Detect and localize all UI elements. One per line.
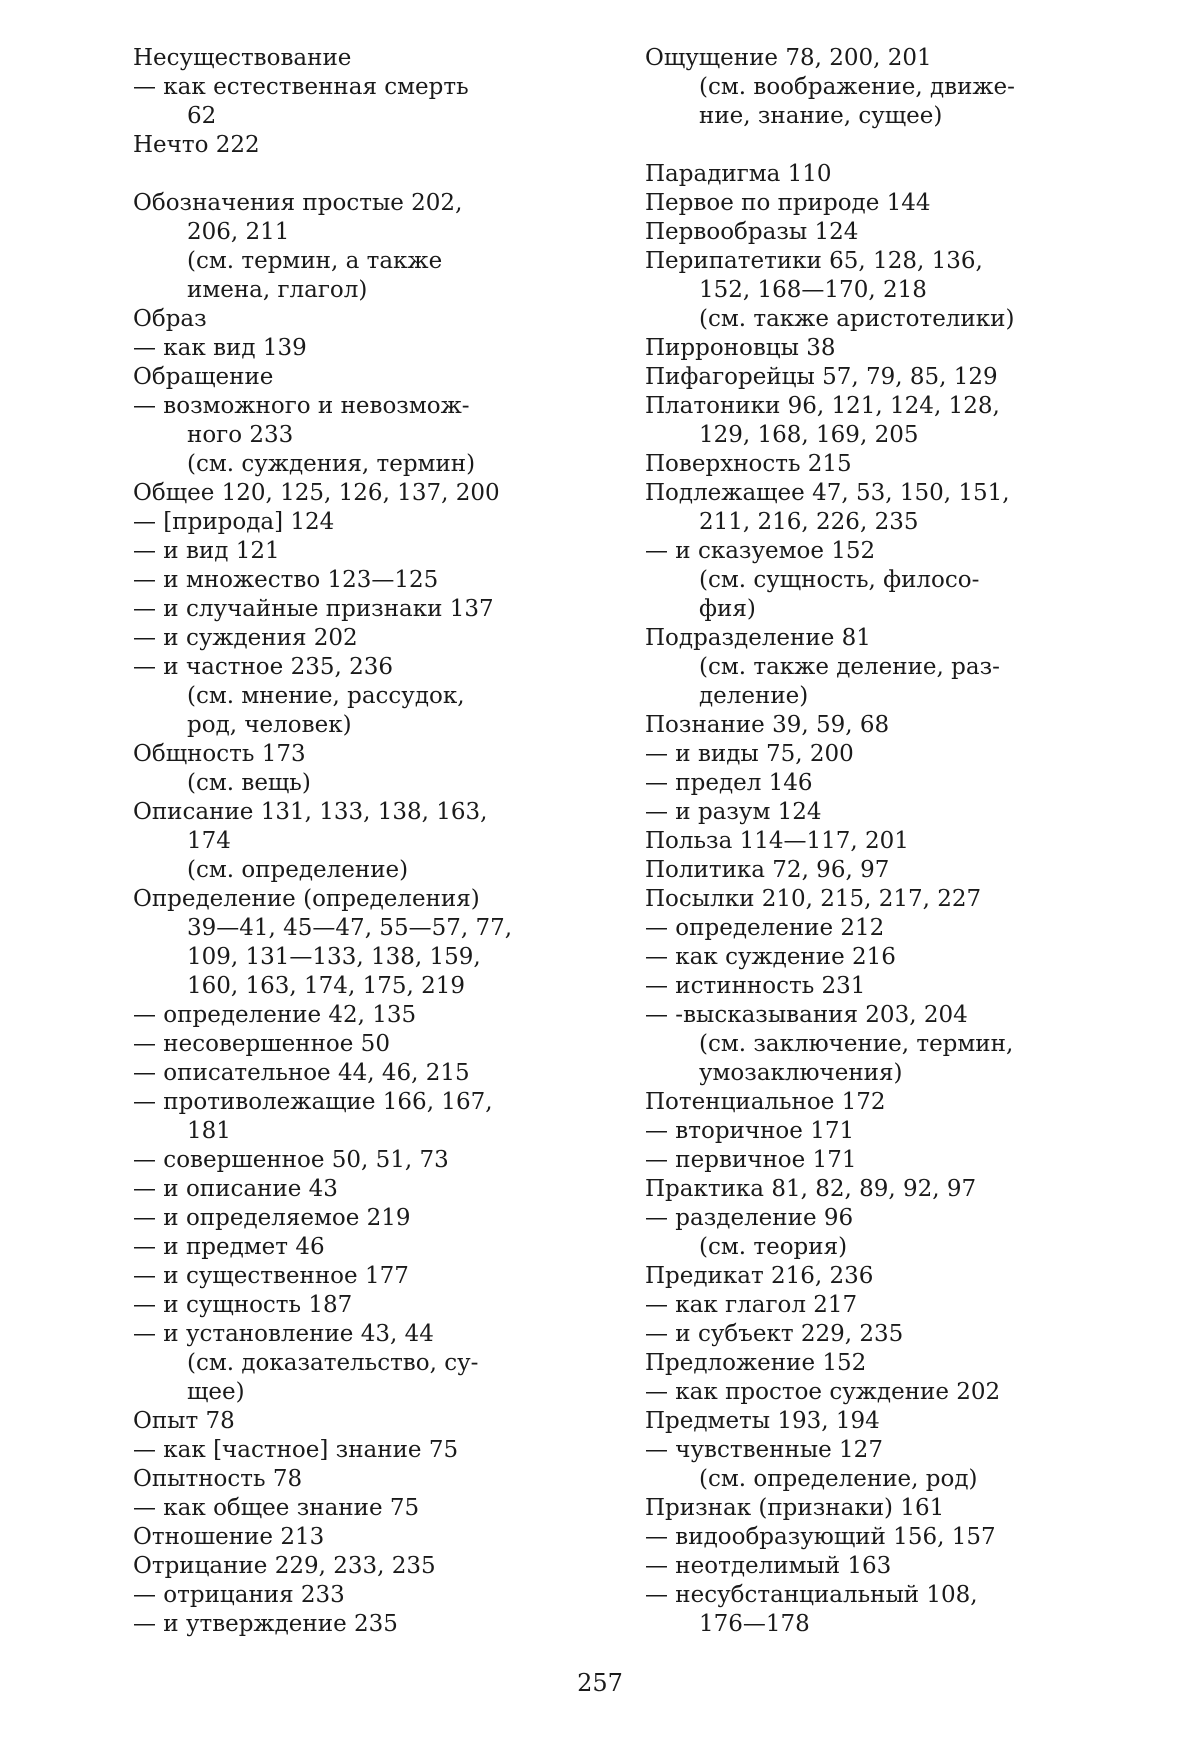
index-continuation: 160, 163, 174, 175, 219 <box>187 973 465 999</box>
index-entry: Общее 120, 125, 126, 137, 200 <box>133 480 500 506</box>
index-cross-reference: (см. суждения, термин) <box>187 451 476 477</box>
index-entry: Поверхность 215 <box>645 451 852 477</box>
index-subentry: — и разум 124 <box>645 799 822 825</box>
index-continuation: 62 <box>187 103 217 129</box>
index-entry: Описание 131, 133, 138, 163, <box>133 799 488 825</box>
index-subentry: — возможного и невозмож- <box>133 393 470 419</box>
index-continuation: имена, глагол) <box>187 277 368 303</box>
index-subentry: — отрицания 233 <box>133 1582 345 1608</box>
index-subentry: — и предмет 46 <box>133 1234 325 1260</box>
index-cross-reference: (см. термин, а также <box>187 248 443 274</box>
index-subentry: — и утверждение 235 <box>133 1611 398 1637</box>
index-subentry: — несовершенное 50 <box>133 1031 390 1057</box>
index-entry: Определение (определения) <box>133 886 480 912</box>
index-subentry: — как вид 139 <box>133 335 307 361</box>
index-cross-reference: (см. сущность, филосо- <box>699 567 980 593</box>
index-subentry: — и субъект 229, 235 <box>645 1321 904 1347</box>
index-subentry: — как глагол 217 <box>645 1292 858 1318</box>
index-entry: Предложение 152 <box>645 1350 867 1376</box>
index-continuation: ного 233 <box>187 422 294 448</box>
index-subentry: — [природа] 124 <box>133 509 335 535</box>
index-entry: Предметы 193, 194 <box>645 1408 880 1434</box>
index-cross-reference: (см. также аристотелики) <box>699 306 1015 332</box>
index-cross-reference: (см. вещь) <box>187 770 311 796</box>
index-continuation: род, человек) <box>187 712 352 738</box>
index-subentry: — как общее знание 75 <box>133 1495 420 1521</box>
index-entry: Общность 173 <box>133 741 306 767</box>
index-subentry: — и случайные признаки 137 <box>133 596 494 622</box>
index-subentry: — неотделимый 163 <box>645 1553 892 1579</box>
index-cross-reference: (см. определение, род) <box>699 1466 978 1492</box>
index-subentry: — определение 212 <box>645 915 885 941</box>
index-subentry: — совершенное 50, 51, 73 <box>133 1147 449 1173</box>
index-subentry: — истинность 231 <box>645 973 866 999</box>
index-subentry: — чувственные 127 <box>645 1437 883 1463</box>
index-entry: Польза 114—117, 201 <box>645 828 909 854</box>
index-subentry: — определение 42, 135 <box>133 1002 417 1028</box>
index-subentry: — несубстанциальный 108, <box>645 1582 978 1608</box>
index-subentry: — как естественная смерть <box>133 74 469 100</box>
index-subentry: — и вид 121 <box>133 538 280 564</box>
index-entry: Потенциальное 172 <box>645 1089 886 1115</box>
index-subentry: — и множество 123—125 <box>133 567 439 593</box>
index-continuation: 206, 211 <box>187 219 290 245</box>
index-cross-reference: (см. воображение, движе- <box>699 74 1015 100</box>
index-spacer <box>133 160 558 189</box>
index-cross-reference: (см. теория) <box>699 1234 848 1260</box>
index-subentry: — и установление 43, 44 <box>133 1321 434 1347</box>
index-subentry: — описательное 44, 46, 215 <box>133 1060 470 1086</box>
index-subentry: — и сущность 187 <box>133 1292 353 1318</box>
index-column-right <box>645 44 1070 1639</box>
index-continuation: 174 <box>187 828 231 854</box>
index-subentry: — и определяемое 219 <box>133 1205 411 1231</box>
index-continuation: 211, 216, 226, 235 <box>699 509 919 535</box>
index-subentry: — и существенное 177 <box>133 1263 409 1289</box>
index-continuation: 129, 168, 169, 205 <box>699 422 919 448</box>
index-subentry: — как простое суждение 202 <box>645 1379 1001 1405</box>
index-continuation: умозаключения) <box>699 1060 903 1086</box>
index-entry: Опыт 78 <box>133 1408 235 1434</box>
index-entry: Первое по природе 144 <box>645 190 931 216</box>
index-entry: Пифагорейцы 57, 79, 85, 129 <box>645 364 998 390</box>
index-entry: Отношение 213 <box>133 1524 325 1550</box>
index-entry: Подразделение 81 <box>645 625 871 651</box>
index-entry: Подлежащее 47, 53, 150, 151, <box>645 480 1010 506</box>
index-entry: Первообразы 124 <box>645 219 859 245</box>
index-entry: Образ <box>133 306 207 332</box>
index-cross-reference: (см. определение) <box>187 857 409 883</box>
index-entry: Обозначения простые 202, <box>133 190 463 216</box>
index-entry: Ощущение 78, 200, 201 <box>645 45 932 71</box>
index-entry: Политика 72, 96, 97 <box>645 857 890 883</box>
index-column-left <box>133 44 558 1639</box>
index-continuation: 181 <box>187 1118 231 1144</box>
page-number: 257 <box>577 1669 623 1697</box>
index-subentry: — предел 146 <box>645 770 813 796</box>
index-entry: Познание 39, 59, 68 <box>645 712 890 738</box>
index-subentry: — вторичное 171 <box>645 1118 855 1144</box>
index-continuation: деление) <box>699 683 809 709</box>
index-entry: Несуществование <box>133 45 352 71</box>
index-cross-reference: (см. доказательство, су- <box>187 1350 479 1376</box>
index-subentry: — первичное 171 <box>645 1147 857 1173</box>
index-spacer <box>645 131 1070 160</box>
index-subentry: — противолежащие 166, 167, <box>133 1089 493 1115</box>
index-entry: Отрицание 229, 233, 235 <box>133 1553 436 1579</box>
index-entry: Практика 81, 82, 89, 92, 97 <box>645 1176 977 1202</box>
index-continuation: 176—178 <box>699 1611 810 1637</box>
index-subentry: — разделение 96 <box>645 1205 854 1231</box>
index-cross-reference: (см. также деление, раз- <box>699 654 1000 680</box>
index-continuation: 152, 168—170, 218 <box>699 277 927 303</box>
index-entry: Опытность 78 <box>133 1466 303 1492</box>
index-subentry: — и описание 43 <box>133 1176 338 1202</box>
index-continuation: ние, знание, сущее) <box>699 103 943 129</box>
index-subentry: — -высказывания 203, 204 <box>645 1002 968 1028</box>
index-subentry: — как [частное] знание 75 <box>133 1437 459 1463</box>
index-continuation: 39—41, 45—47, 55—57, 77, <box>187 915 513 941</box>
index-entry: Признак (признаки) 161 <box>645 1495 945 1521</box>
index-continuation: фия) <box>699 596 756 622</box>
index-subentry: — и виды 75, 200 <box>645 741 854 767</box>
index-subentry: — видообразующий 156, 157 <box>645 1524 996 1550</box>
index-entry: Перипатетики 65, 128, 136, <box>645 248 983 274</box>
index-entry: Пирроновцы 38 <box>645 335 836 361</box>
index-cross-reference: (см. заключение, термин, <box>699 1031 1014 1057</box>
index-subentry: — и сказуемое 152 <box>645 538 876 564</box>
index-subentry: — и суждения 202 <box>133 625 358 651</box>
index-subentry: — как суждение 216 <box>645 944 896 970</box>
index-entry: Обращение <box>133 364 274 390</box>
index-subentry: — и частное 235, 236 <box>133 654 393 680</box>
index-entry: Посылки 210, 215, 217, 227 <box>645 886 982 912</box>
index-entry: Нечто 222 <box>133 132 260 158</box>
index-cross-reference: (см. мнение, рассудок, <box>187 683 465 709</box>
index-entry: Предикат 216, 236 <box>645 1263 874 1289</box>
index-entry: Платоники 96, 121, 124, 128, <box>645 393 1000 419</box>
index-continuation: щее) <box>187 1379 245 1405</box>
index-continuation: 109, 131—133, 138, 159, <box>187 944 481 970</box>
index-entry: Парадигма 110 <box>645 161 832 187</box>
